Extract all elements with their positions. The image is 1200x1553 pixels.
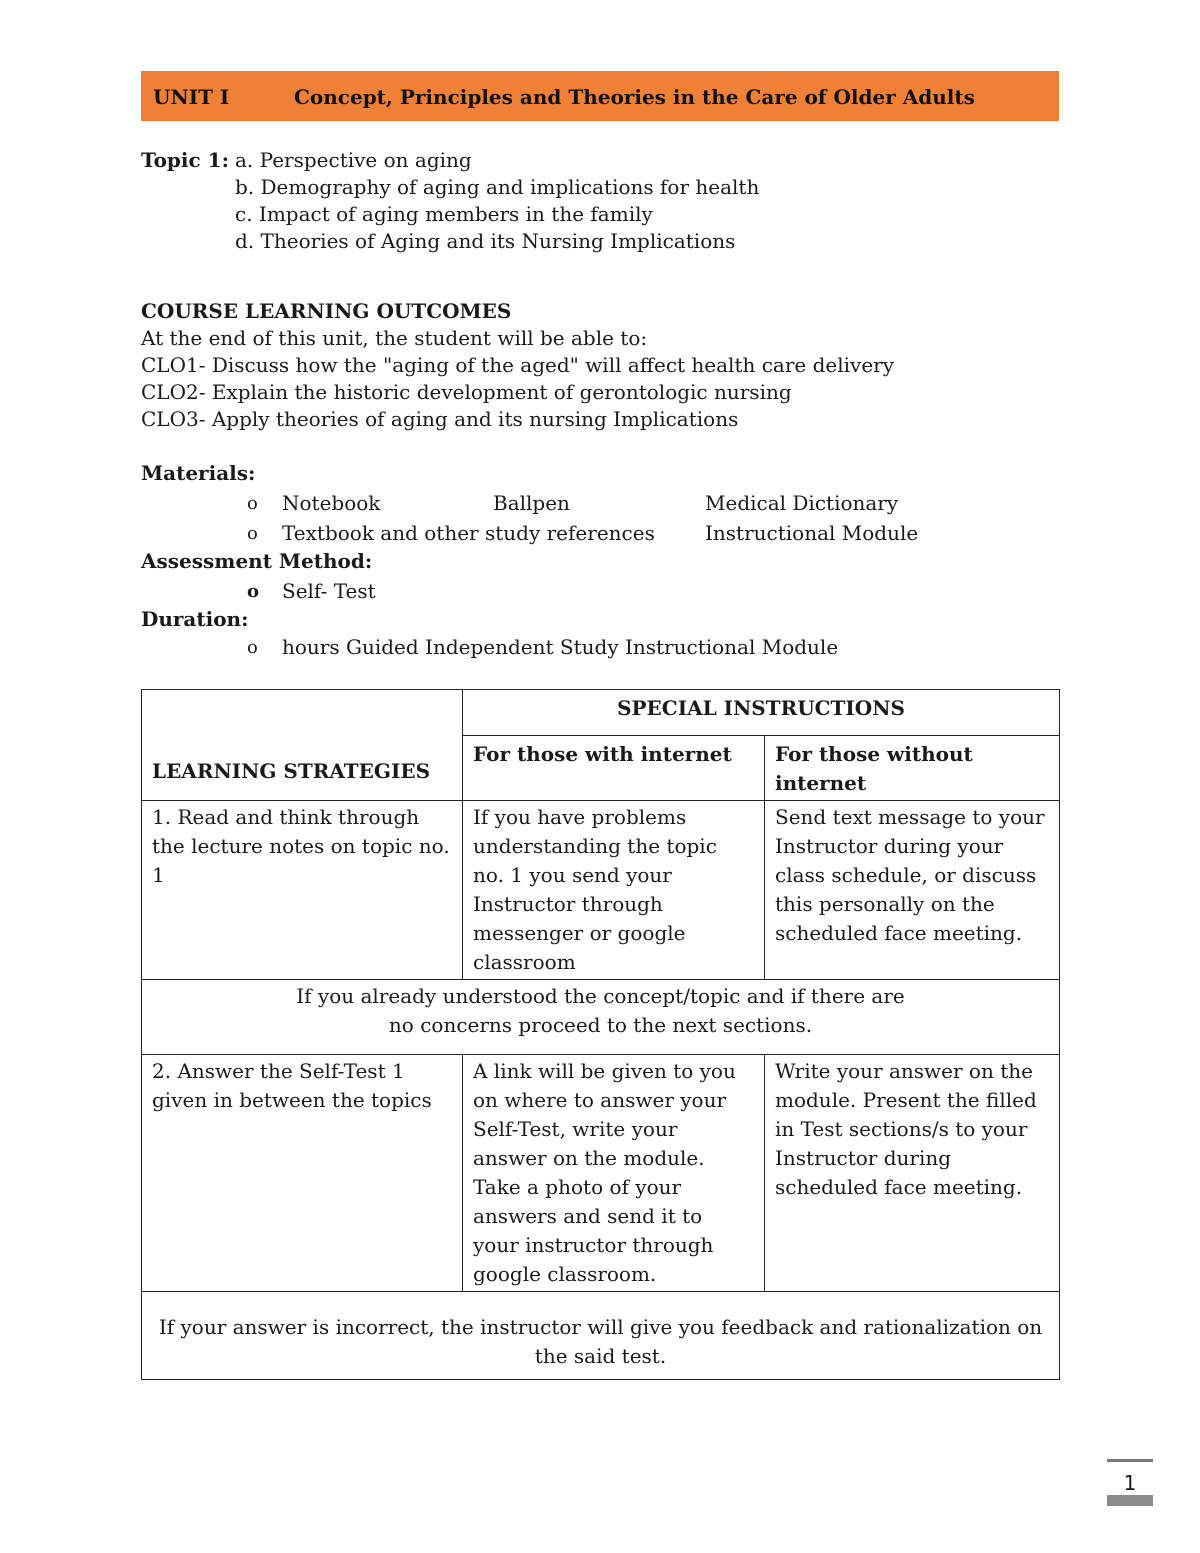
duration-item: hours Guided Independent Study Instructional Module	[282, 635, 839, 659]
unit-title: Concept, Principles and Theories in the Care of Older Adults	[294, 85, 975, 109]
feedback-note: If your answer is incorrect, the instructor will give you feedback and rationalization on the said test.	[142, 1292, 1060, 1380]
page-number-box	[1107, 1459, 1153, 1506]
material-item: Ballpen	[493, 491, 570, 515]
outcomes-intro: At the end of this unit, the student will be able to:	[141, 326, 648, 350]
assessment-heading: Assessment Method:	[141, 549, 373, 573]
topic-item: d. Theories of Aging and its Nursing Implications	[235, 229, 736, 253]
materials-heading: Materials:	[141, 461, 256, 485]
without-internet-cell: Send text message to your Instructor during your class schedule, or discuss this personally on the scheduled face meeting.	[765, 801, 1060, 980]
with-internet-cell: A link will be given to you on where to answer your Self-Test, write your answer on the module. Take a photo of your answers and send it to your instructor through google classroom.	[463, 1055, 765, 1292]
material-item: Medical Dictionary	[705, 491, 899, 515]
outcome-item: CLO1- Discuss how the "aging of the aged" will affect health care delivery	[141, 353, 895, 377]
proceed-note-line: If you already understood the concept/topic and if there are	[296, 984, 905, 1008]
bullet-icon: o	[247, 581, 260, 602]
with-internet-header: For those with internet	[463, 736, 765, 801]
unit-label: UNIT I	[153, 85, 230, 109]
strategy-cell: 1. Read and think through the lecture notes on topic no. 1	[142, 801, 463, 980]
bullet-icon: o	[247, 523, 258, 544]
without-internet-cell: Write your answer on the module. Present the filled in Test sections/s to your Instructor during scheduled face meeting.	[765, 1055, 1060, 1292]
learning-strategies-header: LEARNING STRATEGIES	[142, 690, 463, 801]
divider	[1107, 1459, 1153, 1462]
bullet-icon: o	[247, 493, 258, 514]
material-item: Textbook and other study references	[282, 521, 655, 545]
without-internet-header: For those without internet	[765, 736, 1060, 801]
outcome-item: CLO3- Apply theories of aging and its nursing Implications	[141, 407, 739, 431]
material-item: Instructional Module	[705, 521, 919, 545]
special-instructions-header: SPECIAL INSTRUCTIONS	[463, 690, 1060, 736]
outcome-item: CLO2- Explain the historic development of gerontologic nursing	[141, 380, 792, 404]
bullet-icon: o	[247, 637, 258, 658]
material-item: Notebook	[282, 491, 381, 515]
assessment-item: Self- Test	[282, 579, 376, 603]
topic-item: c. Impact of aging members in the family	[235, 202, 653, 226]
proceed-note-line: no concerns proceed to the next sections.	[388, 1013, 813, 1037]
proceed-note	[142, 980, 1060, 1055]
learning-strategies-table	[141, 689, 1060, 1380]
page-number: 1	[1123, 1471, 1137, 1495]
topic-label: Topic 1:	[141, 148, 229, 172]
topic-item: b. Demography of aging and implications for health	[235, 175, 760, 199]
divider	[1107, 1495, 1153, 1506]
unit-banner	[141, 71, 1059, 121]
with-internet-cell: If you have problems understanding the topic no. 1 you send your Instructor through messenger or google classroom	[463, 801, 765, 980]
duration-heading: Duration:	[141, 607, 249, 631]
outcomes-heading: COURSE LEARNING OUTCOMES	[141, 299, 512, 323]
strategy-cell: 2. Answer the Self-Test 1 given in between the topics	[142, 1055, 463, 1292]
topic-item: a. Perspective on aging	[235, 148, 472, 172]
